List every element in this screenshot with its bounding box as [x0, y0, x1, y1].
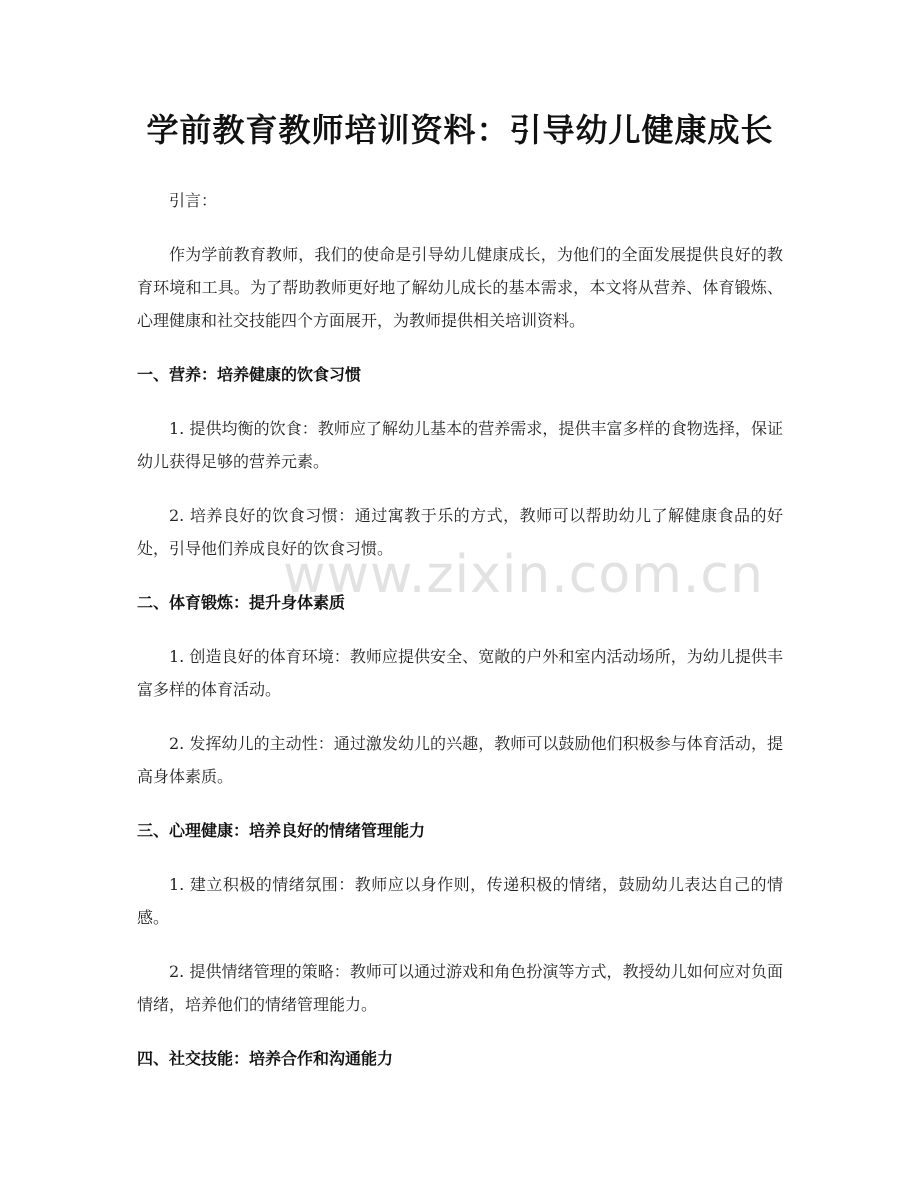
section-item: 2. 发挥幼儿的主动性：通过激发幼儿的兴趣，教师可以鼓励他们积极参与体育活动，提高身体素质。 [137, 734, 783, 786]
section-item: 2. 培养良好的饮食习惯：通过寓教于乐的方式，教师可以帮助幼儿了解健康食品的好处，引导他们养成良好的饮食习惯。 [137, 506, 783, 558]
document-body [137, 184, 783, 1075]
section-heading-mental-health: 三、心理健康：培养良好的情绪管理能力 [137, 821, 426, 840]
section-heading-social-skills: 四、社交技能：培养合作和沟通能力 [137, 1049, 394, 1068]
watermark: www.zixin.com.cn [283, 545, 764, 605]
section-item: 1. 提供均衡的饮食：教师应了解幼儿基本的营养需求，提供丰富多样的食物选择，保证幼儿获得足够的营养元素。 [137, 419, 783, 471]
section-item: 1. 建立积极的情绪氛围：教师应以身作则，传递积极的情绪，鼓励幼儿表达自己的情感。 [137, 875, 783, 927]
section-item: 2. 提供情绪管理的策略：教师可以通过游戏和角色扮演等方式，教授幼儿如何应对负面情绪，培养他们的情绪管理能力。 [137, 962, 783, 1014]
section-item: 1. 创造良好的体育环境：教师应提供安全、宽敞的户外和室内活动场所，为幼儿提供丰富多样的体育活动。 [137, 647, 783, 699]
document-title: 学前教育教师培训资料：引导幼儿健康成长 [146, 111, 774, 149]
intro-paragraph: 作为学前教育教师，我们的使命是引导幼儿健康成长，为他们的全面发展提供良好的教育环境和工具。为了帮助教师更好地了解幼儿成长的基本需求，本文将从营养、体育锻炼、心理健康和社交技能四个方面展开，为教师提供相关培训资料。 [137, 245, 783, 330]
section-heading-exercise: 二、体育锻炼：提升身体素质 [137, 593, 346, 612]
section-heading-nutrition: 一、营养：培养健康的饮食习惯 [137, 365, 362, 384]
intro-label: 引言： [169, 191, 218, 210]
